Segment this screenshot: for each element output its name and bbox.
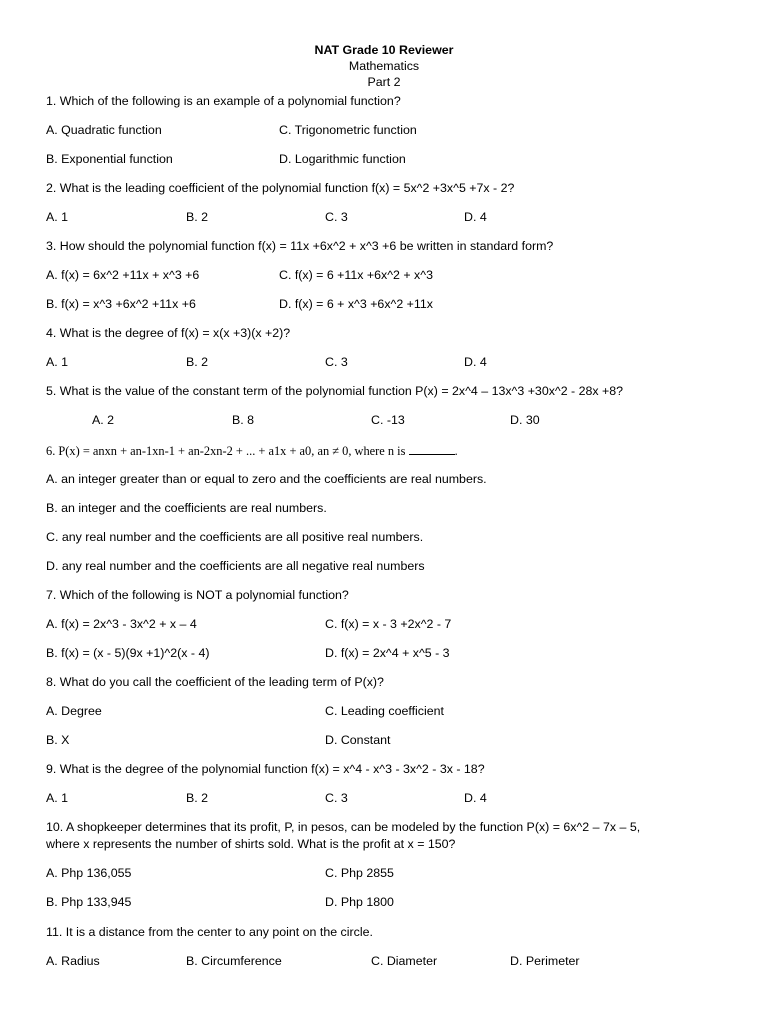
option: D. any real number and the coefficients are all negative real numbers xyxy=(46,559,425,573)
option: A. an integer greater than or equal to zero and the coefficients are real numbers. xyxy=(46,472,487,486)
option: C. 3 xyxy=(325,791,348,805)
option: A. f(x) = 2x^3 - 3x^2 + x – 4 xyxy=(46,617,197,631)
option: D. f(x) = 2x^4 + x^5 - 3 xyxy=(325,646,450,660)
option: C. any real number and the coefficients are all positive real numbers. xyxy=(46,530,424,544)
question-1-options-row-2 xyxy=(0,152,768,168)
option: A. Degree xyxy=(46,704,102,718)
question-6-option-c xyxy=(0,530,768,546)
option: D. f(x) = 6 + x^3 +6x^2 +11x xyxy=(279,297,433,311)
question-9-stem: 9. What is the degree of the polynomial function f(x) = x^4 - x^3 - 3x^2 - 3x - 18? xyxy=(46,762,485,776)
option: C. 3 xyxy=(325,355,348,369)
option: C. 3 xyxy=(325,210,348,224)
question-5-stem: 5. What is the value of the constant term of the polynomial function P(x) = 2x^4 – 13x^3 +30x^2 - 28x +8? xyxy=(46,384,624,398)
question-8-stem: 8. What do you call the coefficient of the leading term of P(x)? xyxy=(46,675,384,689)
question-10-stem: 10. A shopkeeper determines that its profit, P, in pesos, can be modeled by the function P(x) = 6x^2 – 7x – 5, xyxy=(46,820,641,834)
question-10-options-row-1 xyxy=(0,866,768,882)
option: D. Logarithmic function xyxy=(279,152,406,166)
option: D. 4 xyxy=(464,210,487,224)
question-6-option-d xyxy=(0,559,768,575)
option: B. 2 xyxy=(186,210,209,224)
question-11-options-row-1 xyxy=(0,954,768,970)
option: C. Trigonometric function xyxy=(279,123,417,137)
document-header xyxy=(0,43,768,91)
option: D. 30 xyxy=(510,413,540,427)
question-3-stem: 3. How should the polynomial function f(x) = 11x +6x^2 + x^3 +6 be written in standard form? xyxy=(46,239,554,253)
question-2-options-row-1 xyxy=(0,210,768,226)
question-1-stem: 1. Which of the following is an example of a polynomial function? xyxy=(46,94,401,108)
option: A. 1 xyxy=(46,791,69,805)
option: D. Constant xyxy=(325,733,391,747)
option: D. Php 1800 xyxy=(325,895,394,909)
question-10-options-row-2 xyxy=(0,895,768,911)
question-5-options-row-1 xyxy=(0,413,768,429)
option: A. 2 xyxy=(92,413,115,427)
question-10-stem-continued: where x represents the number of shirts sold. What is the profit at x = 150? xyxy=(46,837,456,851)
question-6-option-b xyxy=(0,501,768,517)
option: B. 8 xyxy=(232,413,255,427)
document-part: Part 2 xyxy=(367,75,401,89)
question-6-option-a xyxy=(0,472,768,488)
option: A. Radius xyxy=(46,954,100,968)
option: C. f(x) = 6 +11x +6x^2 + x^3 xyxy=(279,268,433,282)
question-2-stem: 2. What is the leading coefficient of the polynomial function f(x) = 5x^2 +3x^5 +7x - 2? xyxy=(46,181,515,195)
question-8-options-row-1 xyxy=(0,704,768,720)
option: C. Leading coefficient xyxy=(325,704,444,718)
option: B. f(x) = (x - 5)(9x +1)^2(x - 4) xyxy=(46,646,210,660)
option: C. Php 2855 xyxy=(325,866,394,880)
question-3-options-row-2 xyxy=(0,297,768,313)
question-8-options-row-2 xyxy=(0,733,768,749)
option: B. Php 133,945 xyxy=(46,895,132,909)
option: C. -13 xyxy=(371,413,405,427)
question-6-stem xyxy=(46,443,458,459)
option: B. 2 xyxy=(186,355,209,369)
answer-blank xyxy=(409,443,455,455)
option: A. Quadratic function xyxy=(46,123,162,137)
option: D. Perimeter xyxy=(510,954,580,968)
option: C. f(x) = x - 3 +2x^2 - 7 xyxy=(325,617,452,631)
option: B. Exponential function xyxy=(46,152,173,166)
option: D. 4 xyxy=(464,791,487,805)
question-1-options-row-1 xyxy=(0,123,768,139)
question-3-options-row-1 xyxy=(0,268,768,284)
question-11-stem: 11. It is a distance from the center to any point on the circle. xyxy=(46,925,373,939)
question-7-options-row-2 xyxy=(0,646,768,662)
document-title: NAT Grade 10 Reviewer xyxy=(314,43,454,57)
question-9-options-row-1 xyxy=(0,791,768,807)
document-subject: Mathematics xyxy=(348,59,420,73)
question-6-stem-text: 6. P(x) = anxn + an-1xn-1 + an-2xn-2 + ... + a1x + a0, an ≠ 0, where n is xyxy=(46,444,406,458)
question-6-stem-end: . xyxy=(454,444,458,458)
option: A. 1 xyxy=(46,355,69,369)
option: A. Php 136,055 xyxy=(46,866,132,880)
option: B. an integer and the coefficients are real numbers. xyxy=(46,501,327,515)
question-4-options-row-1 xyxy=(0,355,768,371)
option: B. Circumference xyxy=(186,954,282,968)
question-7-options-row-1 xyxy=(0,617,768,633)
question-4-stem: 4. What is the degree of f(x) = x(x +3)(x +2)? xyxy=(46,326,291,340)
option: A. 1 xyxy=(46,210,69,224)
option: D. 4 xyxy=(464,355,487,369)
option: B. 2 xyxy=(186,791,209,805)
option: C. Diameter xyxy=(371,954,438,968)
question-7-stem: 7. Which of the following is NOT a polynomial function? xyxy=(46,588,349,602)
option: B. f(x) = x^3 +6x^2 +11x +6 xyxy=(46,297,196,311)
option: B. X xyxy=(46,733,70,747)
option: A. f(x) = 6x^2 +11x + x^3 +6 xyxy=(46,268,200,282)
